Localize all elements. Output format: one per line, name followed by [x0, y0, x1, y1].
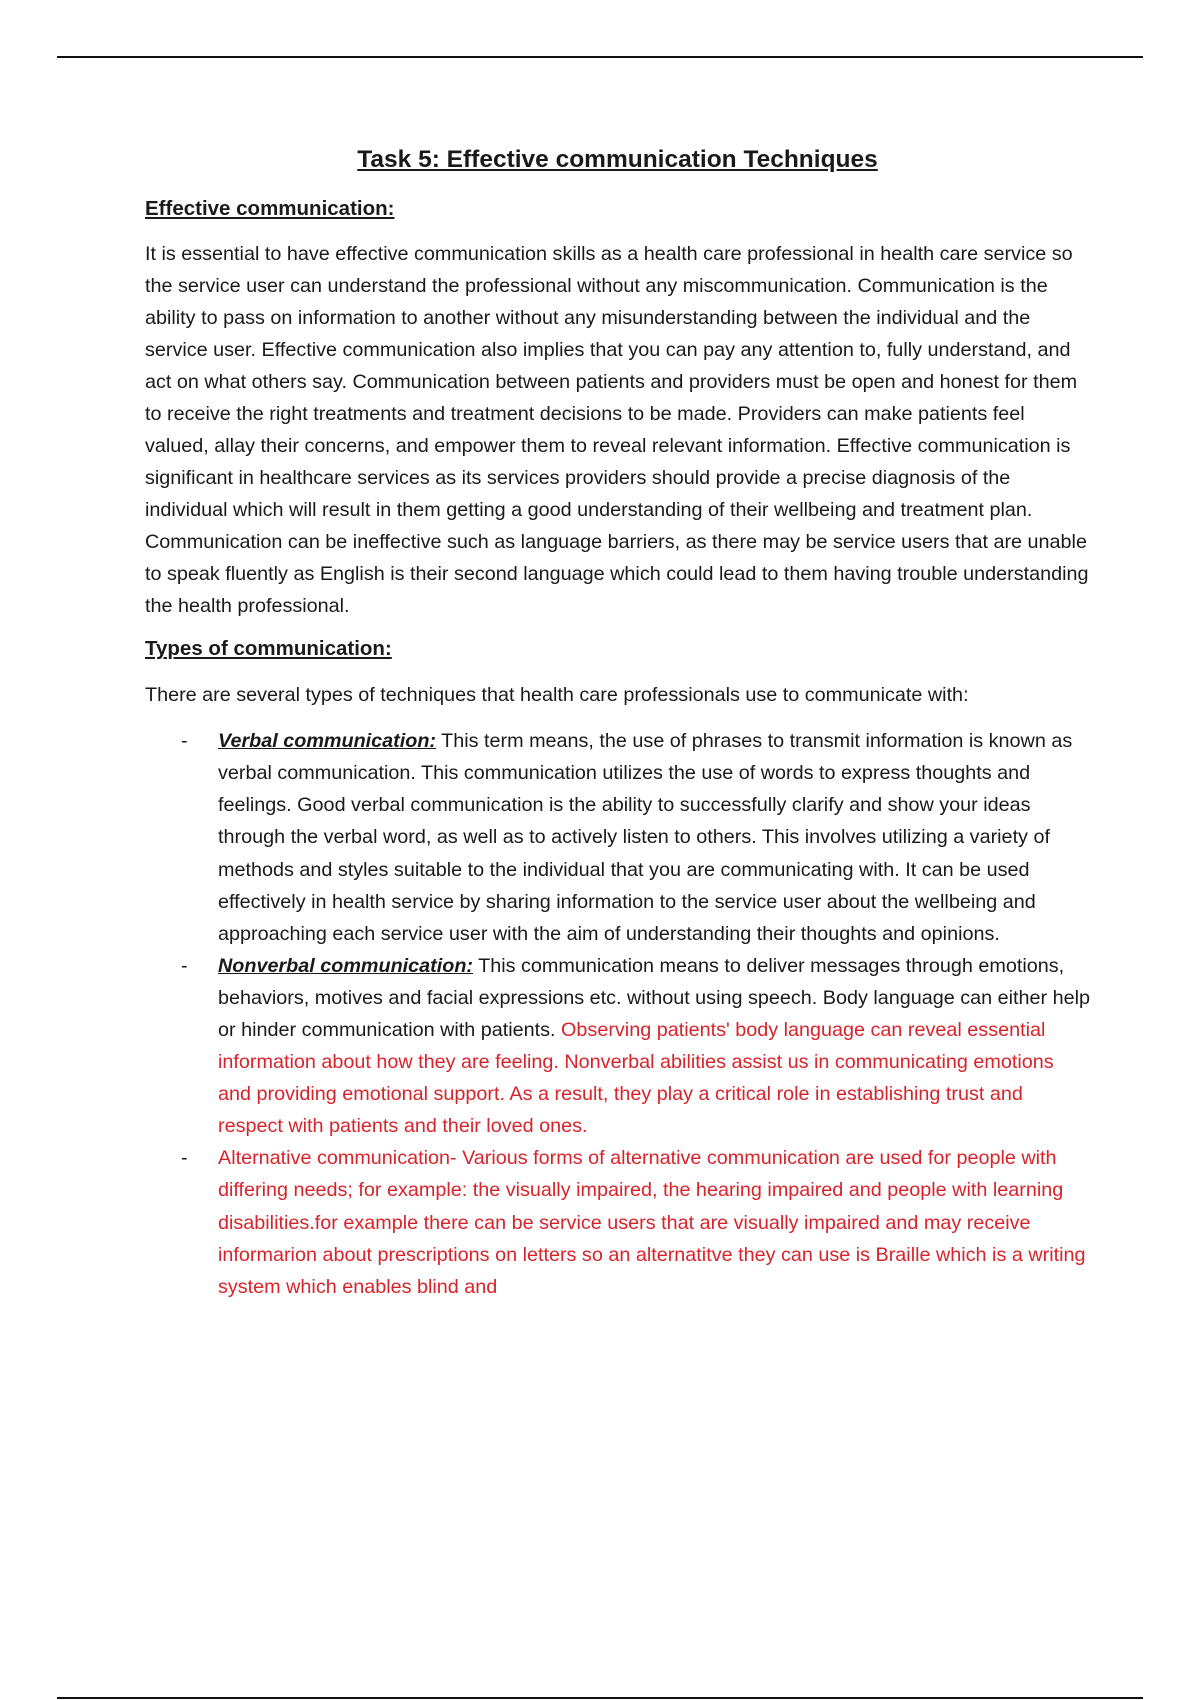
document-title: Task 5: Effective communication Techniques — [357, 146, 878, 173]
list-item-verbal — [145, 725, 1090, 950]
list-bullet: - — [181, 730, 188, 753]
list-term: Verbal communication: — [218, 730, 436, 753]
list-item-alternative — [145, 1142, 1090, 1302]
list-red-text: Observing patients' body language can reveal essential information about how they are feeling. Nonverbal abilities assist us in communicating emotions and providing emotional support. As a result, they play a critical role in establishing trust and respect with patients and their loved ones. — [218, 1018, 1054, 1138]
document-page — [145, 144, 1090, 1303]
list-term: Nonverbal communication: — [218, 954, 473, 977]
section-paragraph-types-intro: There are several types of techniques that health care professionals use to communicate with: — [145, 684, 969, 707]
section-paragraph-effective-communication: It is essential to have effective communication skills as a health care professional in health care service so the service user can understand the professional without any miscommunication. Communication is the ability to pass on information to another without any misunderstanding between the individual and the service user. Effective communication also implies that you can pay any attention to, fully understand, and act on what others say. Communication between patients and providers must be open and honest for them to receive the right treatments and treatment decisions to be made. Providers can make patients feel valued, allay their concerns, and empower them to reveal relevant information. Effective communication is significant in healthcare services as its services providers should provide a precise diagnosis of the individual which will result in them getting a good understanding of their wellbeing and treatment plan. Communication can be ineffective such as language barriers, as there may be service users that are unable to speak fluently as English is their second language which could lead to them having trouble understanding the health professional. — [145, 243, 1089, 618]
list-red-text: Alternative communication- Various forms of alternative communication are used for people with differing needs; for example: the visually impaired, the hearing impaired and people with learning disabilities.for example there can be service users that are visually impaired and may receive informarion about prescriptions on letters so an alternatitve they can use is Braille which is a writing system which enables blind and — [218, 1147, 1086, 1298]
header-rule — [57, 56, 1143, 58]
communication-types-list — [145, 725, 1090, 1303]
list-bullet: - — [181, 954, 188, 977]
section-heading-effective-communication: Effective communication: — [145, 196, 395, 220]
footer-rule — [57, 1697, 1143, 1699]
list-text: This term means, the use of phrases to transmit information is known as verbal communication. This communication utilizes the use of words to express thoughts and feelings. Good verbal communication is the ability to successfully clarify and show your ideas through the verbal word, as well as to actively listen to others. This involves utilizing a variety of methods and styles suitable to the individual that you are communicating with. It can be used effectively in health service by sharing information to the service user about the wellbeing and approaching each service user with the aim of understanding their thoughts and opinions. — [218, 730, 1073, 945]
list-text: This communication means to deliver messages through emotions, behaviors, motives and facial expressions etc. without using speech. Body language can either help or hinder communication with patients. — [218, 954, 1090, 1041]
list-item-nonverbal — [145, 950, 1090, 1143]
list-bullet: - — [181, 1147, 188, 1170]
section-heading-types-of-communication: Types of communication: — [145, 637, 392, 661]
